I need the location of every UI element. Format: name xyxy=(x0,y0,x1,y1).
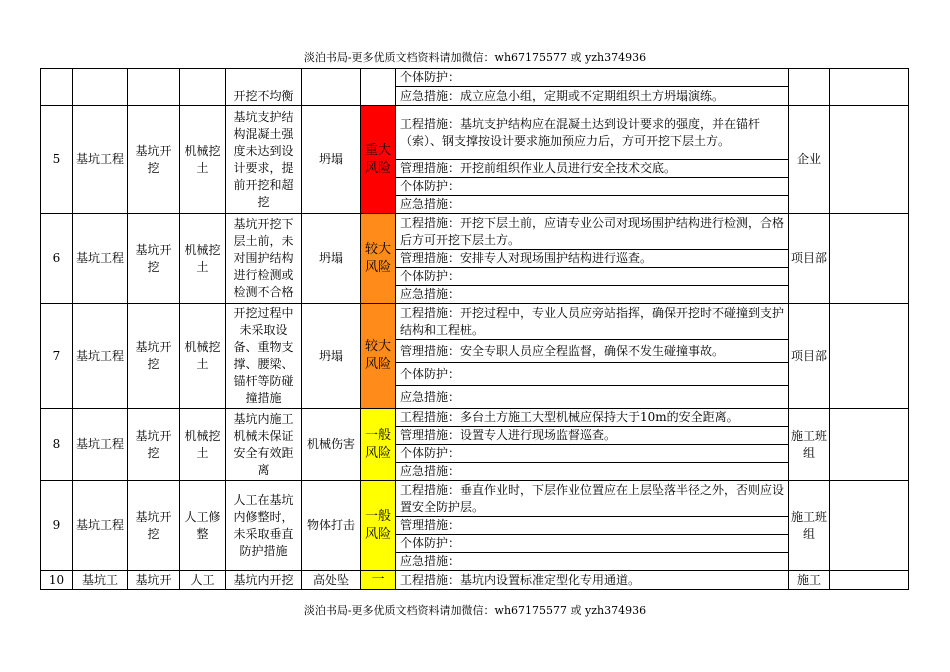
cell-project xyxy=(73,69,128,106)
cell-management: 管理措施：设置专人进行现场监督巡查。 xyxy=(396,427,789,445)
cell-accident xyxy=(302,69,361,106)
cell-method xyxy=(180,69,226,106)
cell-extra xyxy=(830,214,909,304)
cell-management: 管理措施： xyxy=(396,517,789,535)
risk-level-badge: 重大风险 xyxy=(361,106,396,214)
cell-resp: 项目部 xyxy=(789,214,830,304)
cell-emergency: 应急措施： xyxy=(396,286,789,304)
cell-process: 基坑开挖 xyxy=(128,481,180,571)
cell-project: 基坑工程 xyxy=(73,481,128,571)
cell-hazard: 人工在基坑内修整时，未采取垂直防护措施 xyxy=(226,481,302,571)
cell-hazard: 基坑内开挖 xyxy=(226,571,302,590)
cell-emergency: 应急措施： xyxy=(396,386,789,409)
cell-engineering: 工程措施：开挖下层土前，应请专业公司对现场围护结构进行检测，合格后方可开挖下层土方。 xyxy=(396,214,789,250)
cell-engineering: 工程措施：基坑支护结构应在混凝土达到设计要求的强度，并在锚杆（索）、钢支撑按设计要求施加预应力后，方可开挖下层土方。 xyxy=(396,106,789,160)
cell-resp: 施工 xyxy=(789,571,830,590)
cell-hazard: 基坑内施工机械未保证安全有效距离 xyxy=(226,409,302,481)
cell-method: 机械挖土 xyxy=(180,409,226,481)
cell-ppe: 个体防护： xyxy=(396,445,789,463)
risk-level-badge: 一 xyxy=(361,571,396,590)
cell-resp xyxy=(789,69,830,106)
cell-engineering: 工程措施：开挖过程中，专业人员应旁站指挥，确保开挖时不碰撞到支护结构和工程桩。 xyxy=(396,304,789,340)
footer-watermark: 淡泊书局-更多优质文档资料请加微信：wh67175577 或 yzh374936 xyxy=(303,604,647,617)
cell-method: 人工修整 xyxy=(180,481,226,571)
cell-no: 8 xyxy=(41,409,73,481)
cell-resp: 施工班组 xyxy=(789,481,830,571)
cell-ppe: 个体防护： xyxy=(396,178,789,196)
cell-project: 基坑工 xyxy=(73,571,128,590)
cell-extra xyxy=(830,481,909,571)
cell-resp: 施工班组 xyxy=(789,409,830,481)
cell-accident: 物体打击 xyxy=(302,481,361,571)
header-watermark: 淡泊书局-更多优质文档资料请加微信：wh67175577 或 yzh374936 xyxy=(303,51,647,64)
cell-no xyxy=(41,69,73,106)
cell-extra xyxy=(830,304,909,409)
cell-ppe: 个体防护： xyxy=(396,69,789,87)
cell-method: 机械挖土 xyxy=(180,304,226,409)
cell-process: 基坑开 xyxy=(128,571,180,590)
risk-level-badge: 较大风险 xyxy=(361,304,396,409)
cell-hazard: 开挖不均衡 xyxy=(226,69,302,106)
cell-resp: 企业 xyxy=(789,106,830,214)
risk-level-badge: 一般风险 xyxy=(361,409,396,481)
cell-process: 基坑开挖 xyxy=(128,304,180,409)
cell-ppe: 个体防护： xyxy=(396,363,789,386)
cell-ppe: 个体防护： xyxy=(396,268,789,286)
cell-hazard: 开挖过程中未采取设备、重物支撑、腰梁、锚杆等防碰撞措施 xyxy=(226,304,302,409)
cell-no: 10 xyxy=(41,571,73,590)
cell-project: 基坑工程 xyxy=(73,106,128,214)
cell-engineering: 工程措施：基坑内设置标准定型化专用通道。 xyxy=(396,571,789,590)
cell-extra xyxy=(830,106,909,214)
risk-control-table xyxy=(40,68,909,590)
cell-extra xyxy=(830,409,909,481)
cell-accident: 坍塌 xyxy=(302,106,361,214)
cell-risk xyxy=(361,69,396,106)
cell-no: 9 xyxy=(41,481,73,571)
cell-accident: 高处坠 xyxy=(302,571,361,590)
cell-emergency: 应急措施：成立应急小组，定期或不定期组织土方坍塌演练。 xyxy=(396,87,789,106)
cell-project: 基坑工程 xyxy=(73,214,128,304)
cell-no: 6 xyxy=(41,214,73,304)
cell-hazard: 基坑开挖下层土前，未对围护结构进行检测或检测不合格 xyxy=(226,214,302,304)
cell-extra xyxy=(830,69,909,106)
cell-emergency: 应急措施： xyxy=(396,463,789,481)
cell-hazard: 基坑支护结构混凝土强度未达到设计要求，提前开挖和超挖 xyxy=(226,106,302,214)
cell-engineering: 工程措施：多台土方施工大型机械应保持大于10m的安全距离。 xyxy=(396,409,789,427)
cell-resp: 项目部 xyxy=(789,304,830,409)
cell-management: 管理措施：安全专职人员应全程监督，确保不发生碰撞事故。 xyxy=(396,340,789,363)
cell-process: 基坑开挖 xyxy=(128,214,180,304)
cell-method: 人工 xyxy=(180,571,226,590)
cell-emergency: 应急措施： xyxy=(396,196,789,214)
cell-no: 7 xyxy=(41,304,73,409)
cell-ppe: 个体防护： xyxy=(396,535,789,553)
cell-accident: 坍塌 xyxy=(302,214,361,304)
cell-management: 管理措施：开挖前组织作业人员进行安全技术交底。 xyxy=(396,160,789,178)
cell-method: 机械挖土 xyxy=(180,106,226,214)
cell-management: 管理措施：安排专人对现场围护结构进行巡查。 xyxy=(396,250,789,268)
cell-process: 基坑开挖 xyxy=(128,409,180,481)
cell-emergency: 应急措施： xyxy=(396,553,789,571)
cell-engineering: 工程措施：垂直作业时，下层作业位置应在上层坠落半径之外，否则应设置安全防护层。 xyxy=(396,481,789,517)
risk-level-badge: 一般风险 xyxy=(361,481,396,571)
risk-level-badge: 较大风险 xyxy=(361,214,396,304)
cell-process: 基坑开挖 xyxy=(128,106,180,214)
cell-project: 基坑工程 xyxy=(73,409,128,481)
cell-extra xyxy=(830,571,909,590)
cell-no: 5 xyxy=(41,106,73,214)
cell-method: 机械挖土 xyxy=(180,214,226,304)
cell-project: 基坑工程 xyxy=(73,304,128,409)
cell-accident: 坍塌 xyxy=(302,304,361,409)
cell-process xyxy=(128,69,180,106)
cell-accident: 机械伤害 xyxy=(302,409,361,481)
